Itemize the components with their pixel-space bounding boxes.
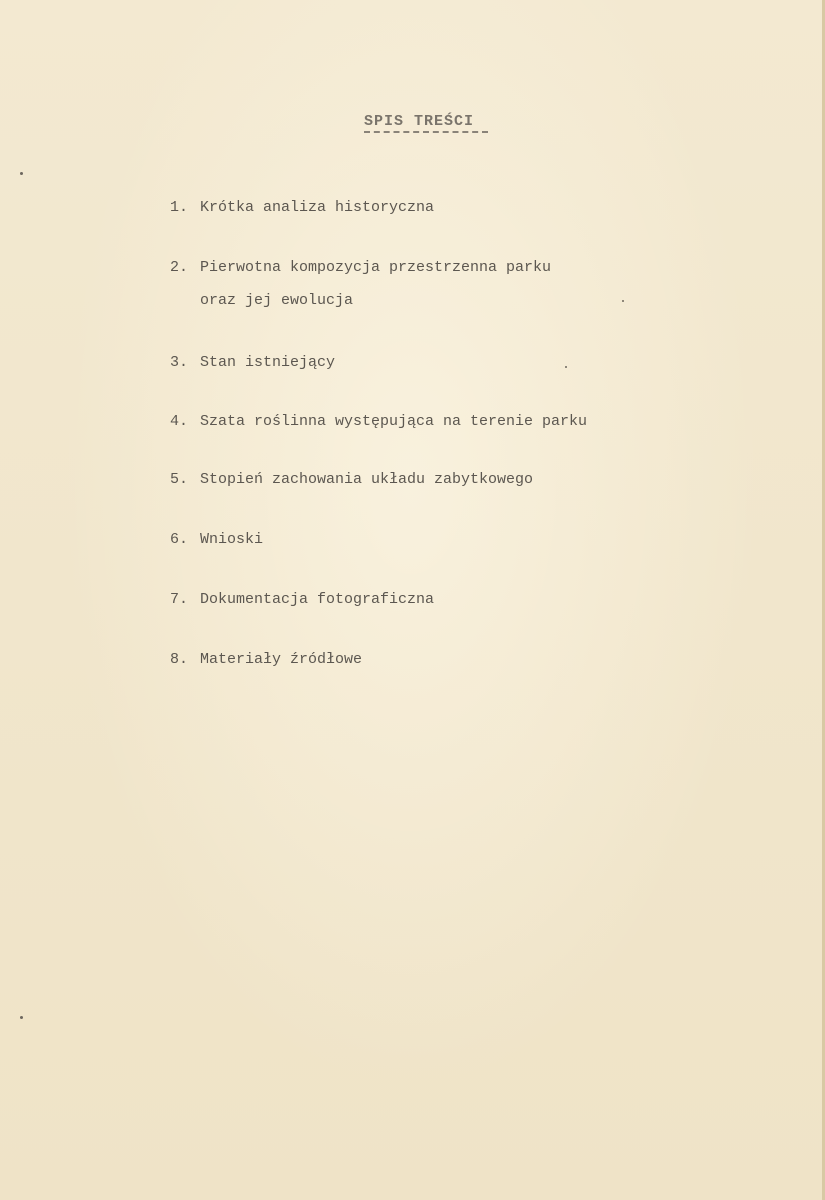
toc-item	[170, 353, 335, 373]
paper-speck	[565, 366, 567, 368]
toc-item	[170, 412, 587, 432]
toc-item-number: 5.	[170, 471, 189, 488]
toc-item-number: 7.	[170, 591, 189, 608]
toc-item-text: Krótka analiza historyczna	[200, 199, 435, 216]
toc-item-number: 2.	[170, 259, 189, 276]
toc-item-text: Szata roślinna występująca na terenie parku	[200, 413, 588, 430]
toc-item	[170, 650, 362, 670]
toc-item-continuation: oraz jej ewolucja	[200, 292, 354, 309]
document-title: SPIS TREŚCI	[364, 113, 475, 130]
toc-item-number: 8.	[170, 651, 189, 668]
toc-item-number: 3.	[170, 354, 189, 371]
toc-item	[170, 258, 551, 278]
toc-item	[170, 198, 434, 218]
title-underline	[364, 131, 488, 133]
toc-item-text: Dokumentacja fotograficzna	[200, 591, 435, 608]
paper-speck	[622, 300, 624, 302]
paper-speck	[20, 172, 23, 175]
toc-item-text: Wnioski	[200, 531, 264, 548]
toc-item-text: Pierwotna kompozycja przestrzenna parku	[200, 259, 552, 276]
toc-item-text: Materiały źródłowe	[200, 651, 363, 668]
toc-item-text: Stopień zachowania układu zabytkowego	[200, 471, 534, 488]
toc-item	[170, 530, 263, 550]
toc-item	[170, 590, 434, 610]
toc-item-number: 1.	[170, 199, 189, 216]
toc-item	[170, 470, 533, 490]
paper-speck	[20, 1016, 23, 1019]
toc-item-number: 6.	[170, 531, 189, 548]
toc-item-number: 4.	[170, 413, 189, 430]
toc-item-text: Stan istniejący	[200, 354, 336, 371]
